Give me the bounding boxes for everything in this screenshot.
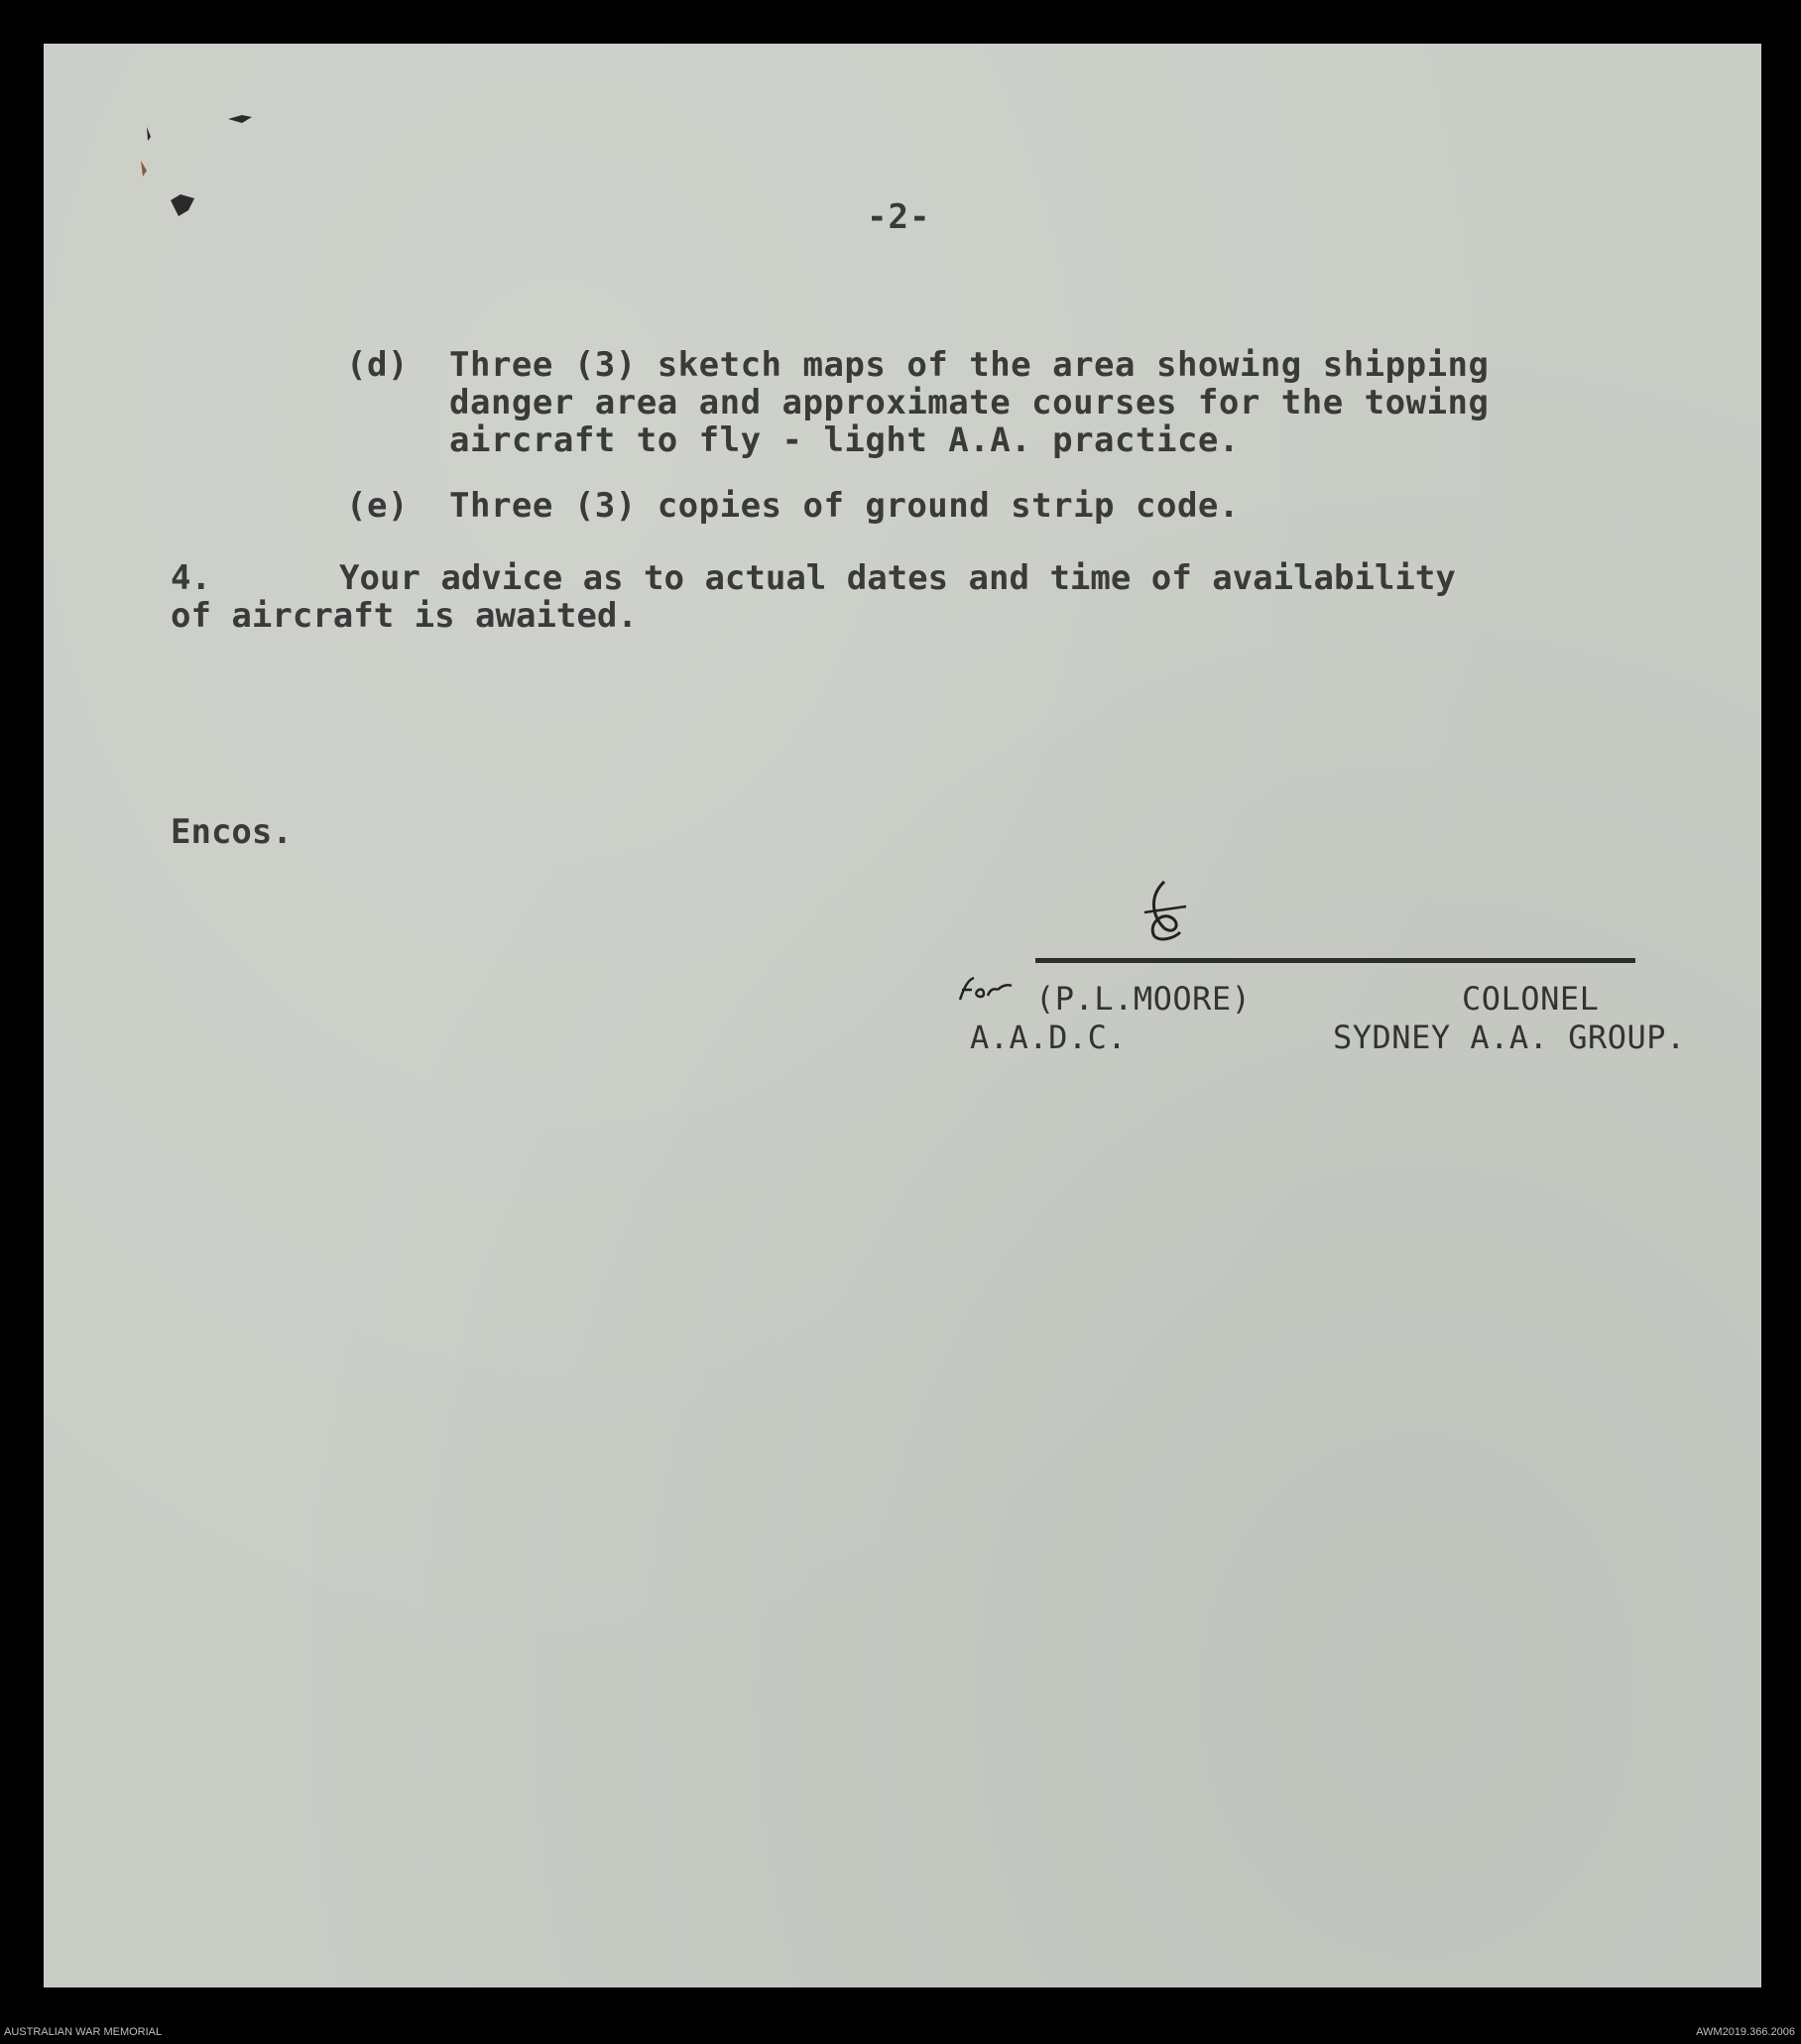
signature-initial (1135, 877, 1194, 946)
list-item-e (346, 487, 1635, 527)
paper-damage-marks (44, 44, 341, 341)
enclosures-note: Encos. (171, 812, 293, 852)
page-number: -2- (867, 197, 931, 237)
paragraph-number: 4. (171, 558, 211, 598)
signatory-unit: SYDNEY A.A. GROUP. (1333, 1019, 1686, 1056)
handwritten-for (956, 974, 1016, 1004)
list-item-label: (e) (346, 486, 409, 526)
signature-line (1035, 958, 1635, 963)
signatory-rank: COLONEL (1462, 980, 1600, 1018)
list-item-label: (d) (346, 345, 409, 385)
paragraph-4 (171, 559, 1559, 635)
signatory-title: A.A.D.C. (970, 1019, 1128, 1056)
footer-right: AWM2019.366.2006 (1696, 2026, 1795, 2038)
list-item-d (346, 346, 1635, 465)
signature-block (916, 857, 1710, 1075)
paragraph-text: Your advice as to actual dates and time of availability of aircraft is awaited. (171, 558, 1456, 636)
signatory-name: (P.L.MOORE) (1035, 980, 1252, 1018)
footer-left: AUSTRALIAN WAR MEMORIAL (4, 2026, 163, 2038)
document-page (44, 44, 1761, 1987)
list-item-text: Three (3) sketch maps of the area showing shipping danger area and approximate courses for the towing aircraft to fly - light A.A. practice. (449, 345, 1490, 460)
list-item-text: Three (3) copies of ground strip code. (449, 486, 1240, 526)
